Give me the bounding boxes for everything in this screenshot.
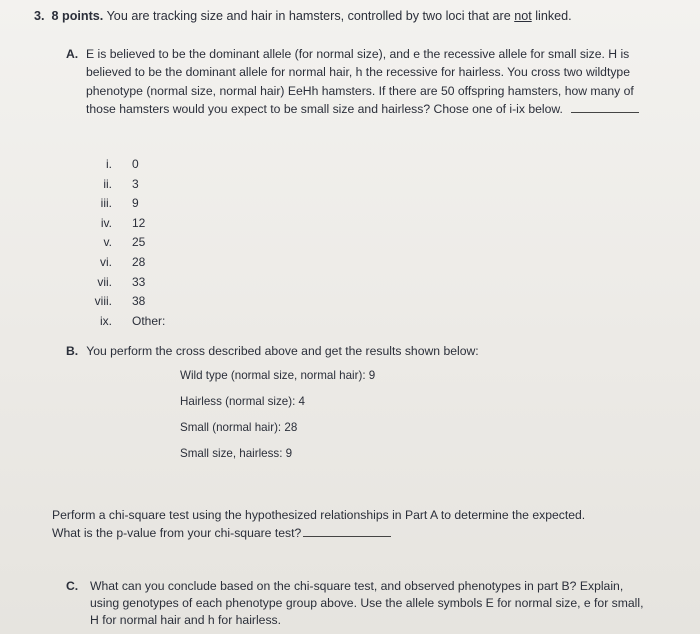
part-a-answer-blank[interactable] [571, 100, 639, 113]
p-value-answer-blank[interactable] [303, 524, 391, 537]
choice-value: 12 [132, 215, 146, 230]
result-small-hairless: Small size, hairless: 9 [180, 447, 293, 460]
part-c-text: What can you conclude based on the chi-square test, and observed phenotypes in part B? Explain, using genotypes of each phenotype group above. Use the allele symbols E for normal size, e for small, H for normal hair and h for hairless. [90, 579, 644, 627]
part-a [66, 45, 646, 118]
choice-value: 3 [132, 176, 139, 191]
choice-numeral: vi. [100, 254, 112, 269]
result-hairless: Hairless (normal size): 4 [180, 395, 305, 408]
question-text-after: linked. [531, 9, 572, 23]
choice-numeral: iii. [100, 196, 112, 211]
choice-numeral: vii. [97, 274, 112, 289]
part-c [66, 578, 646, 628]
question-underlined-word: not [514, 9, 532, 23]
part-b-letter: B. [66, 344, 79, 358]
choice-value: 25 [132, 235, 146, 250]
chi-square-line-1: Perform a chi-square test using the hypothesized relationships in Part A to determine the expected. [52, 508, 586, 522]
chi-square-line-2: What is the p-value from your chi-square test? [52, 525, 302, 540]
question-number: 3. [34, 9, 45, 23]
choice-value: 9 [132, 196, 139, 211]
choice-numeral: v. [103, 235, 112, 250]
question-text-before: You are tracking size and hair in hamsters, controlled by two loci that are [103, 9, 515, 23]
result-wild-type: Wild type (normal size, normal hair): 9 [180, 369, 376, 382]
part-a-text: E is believed to be the dominant allele (for normal size), and e the recessive allele for small size. H is believed to be the dominant allele for normal hair, h the recessive for hairless. You cross two wildtype phenotype (normal size, normal hair) EeHh hamsters. If there are 50 offspring hamsters, how many of those hamsters would you expect to be small size and hairless? Chose one of i-ix below. [86, 47, 634, 116]
question-points: 8 points. [51, 9, 104, 23]
chi-square-question [52, 507, 585, 541]
choice-value: Other: [132, 313, 166, 328]
results-list [180, 369, 375, 473]
choice-numeral: iv. [100, 215, 112, 230]
choice-value: 0 [132, 157, 139, 171]
choice-numeral: ii. [103, 176, 112, 191]
choice-value: 38 [132, 294, 146, 309]
result-small: Small (normal hair): 28 [180, 421, 298, 434]
part-c-letter: C. [66, 579, 79, 593]
part-b-text: You perform the cross described above and get the results shown below: [86, 344, 479, 358]
question-header [34, 9, 572, 23]
choice-numeral: ix. [100, 313, 112, 328]
part-a-letter: A. [66, 47, 79, 61]
choice-numeral: viii. [94, 294, 112, 309]
choice-value: 28 [132, 254, 146, 269]
choice-value: 33 [132, 274, 146, 289]
part-b [66, 344, 479, 358]
choice-numeral: i. [106, 157, 112, 171]
